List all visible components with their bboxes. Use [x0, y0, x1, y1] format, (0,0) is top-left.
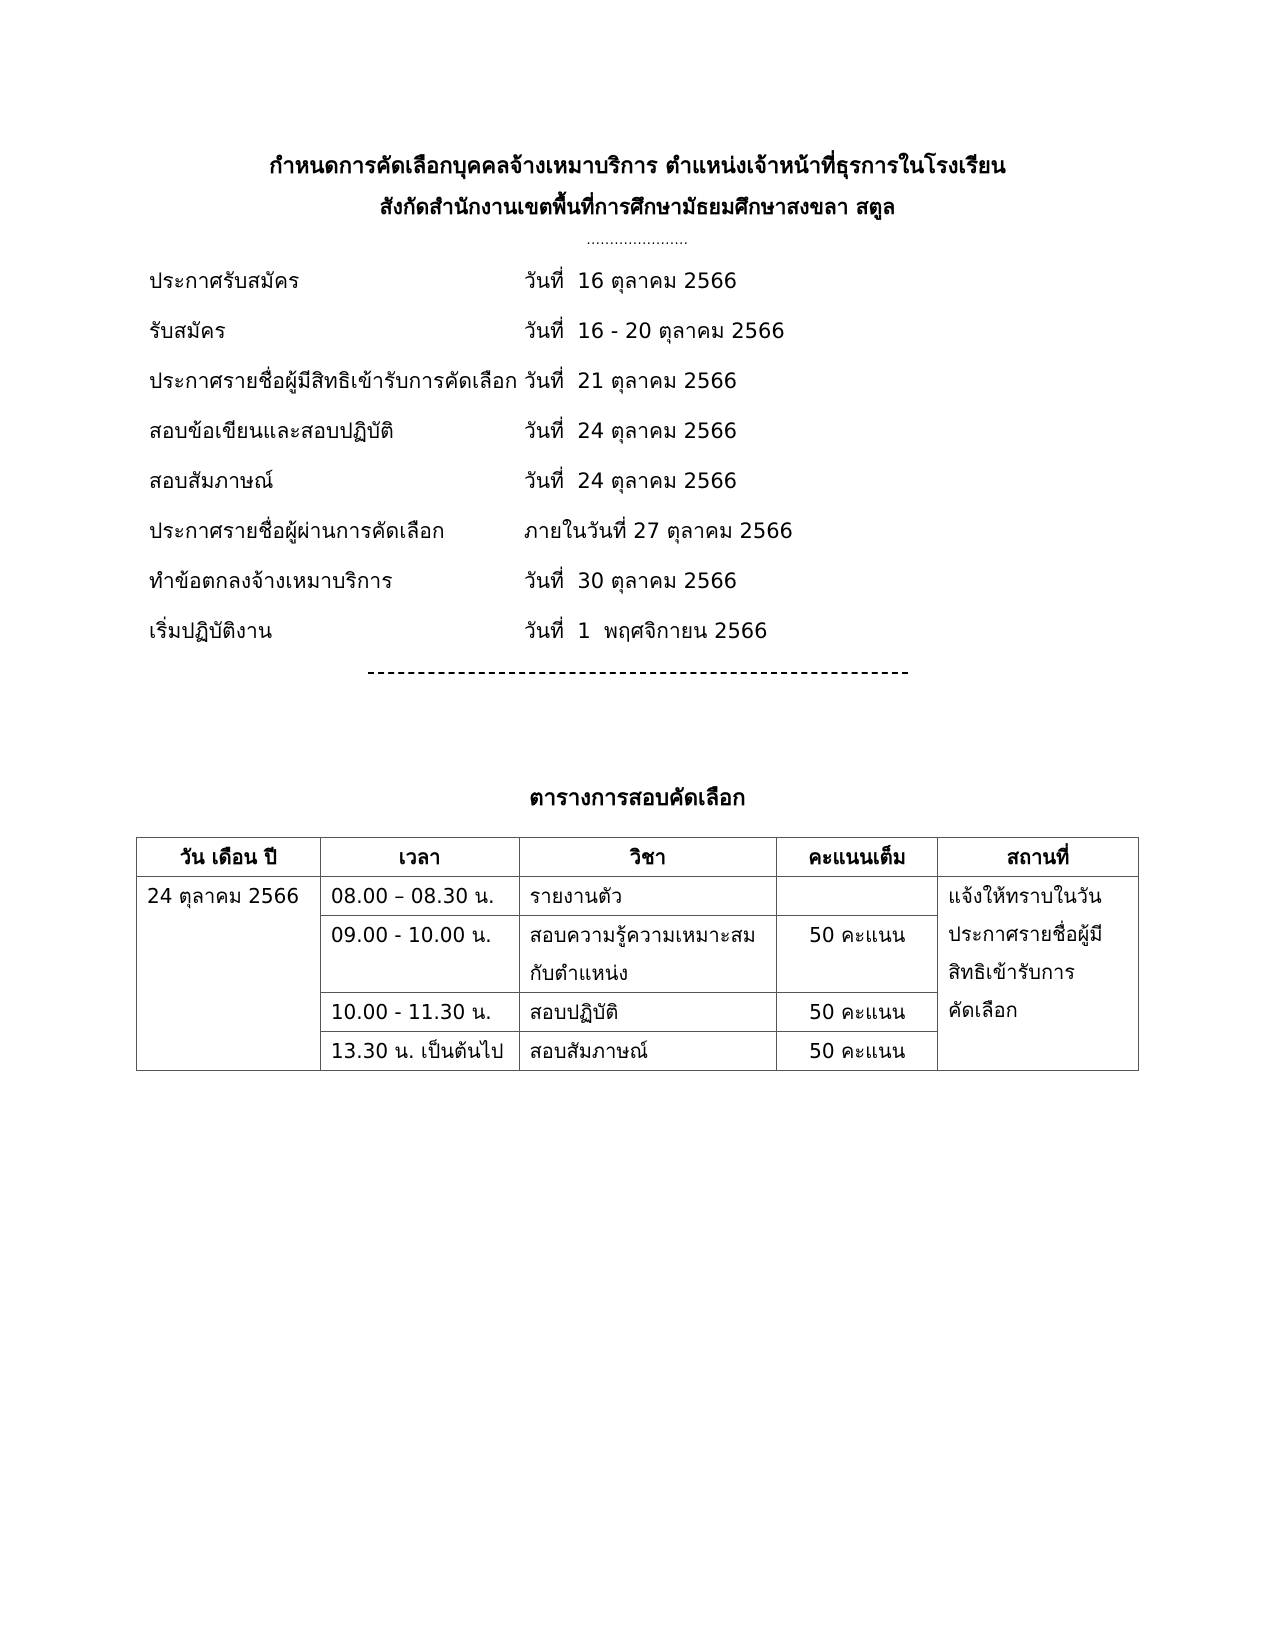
header-place: สถานที่: [938, 838, 1139, 877]
schedule-date: วันที่ 1 พฤศจิกายน 2566: [524, 619, 768, 643]
schedule-label: ประกาศรายชื่อผู้มีสิทธิเข้ารับการคัดเลือก: [149, 369, 518, 393]
schedule-date: วันที่ 24 ตุลาคม 2566: [524, 419, 738, 443]
exam-date-cell: 24 ตุลาคม 2566: [137, 877, 321, 1071]
schedule-item: [149, 362, 1049, 412]
header-date: วัน เดือน ปี: [137, 838, 321, 877]
schedule-label: สอบสัมภาษณ์: [149, 469, 274, 493]
schedule-item: [149, 612, 1049, 662]
schedule-date: วันที่ 16 - 20 ตุลาคม 2566: [524, 319, 785, 343]
table-header-row: [137, 838, 1139, 877]
header-time: เวลา: [320, 838, 519, 877]
exam-schedule-table: [136, 837, 1139, 1071]
schedule-item: [149, 412, 1049, 462]
schedule-date: วันที่ 30 ตุลาคม 2566: [524, 569, 738, 593]
exam-table-title: ตารางการสอบคัดเลือก: [529, 786, 746, 811]
table-row: [137, 877, 1139, 916]
schedule-label: ประกาศรับสมัคร: [149, 269, 300, 293]
schedule-item: [149, 512, 1049, 562]
document-subtitle: สังกัดสำนักงานเขตพื้นที่การศึกษามัธยมศึกษาสงขลา สตูล: [379, 195, 896, 219]
schedule-item: [149, 562, 1049, 612]
score-cell: [777, 877, 938, 916]
score-cell: 50 คะแนน: [777, 993, 938, 1032]
subject-cell: รายงานตัว: [519, 877, 777, 916]
schedule-label: เริ่มปฏิบัติงาน: [149, 619, 273, 643]
schedule-date: วันที่ 24 ตุลาคม 2566: [524, 469, 738, 493]
schedule-label: สอบข้อเขียนและสอบปฏิบัติ: [149, 419, 394, 443]
schedule-label: รับสมัคร: [149, 319, 226, 343]
schedule-date: ภายในวันที่ 27 ตุลาคม 2566: [524, 519, 793, 543]
schedule-item: [149, 312, 1049, 362]
schedule-date: วันที่ 16 ตุลาคม 2566: [524, 269, 738, 293]
subject-cell: สอบความรู้ความเหมาะสม กับตำแหน่ง: [519, 916, 777, 993]
schedule-label: ประกาศรายชื่อผู้ผ่านการคัดเลือก: [149, 519, 445, 543]
header-score: คะแนนเต็ม: [777, 838, 938, 877]
place-cell: แจ้งให้ทราบในวัน ประกาศรายชื่อผู้มี สิทธิเข้ารับการ คัดเลือก: [938, 877, 1139, 1071]
document-title: กำหนดการคัดเลือกบุคคลจ้างเหมาบริการ ตำแหน่งเจ้าหน้าที่ธุรการในโรงเรียน: [269, 154, 1006, 179]
header-subject: วิชา: [519, 838, 777, 877]
score-cell: 50 คะแนน: [777, 1032, 938, 1071]
subject-cell: สอบปฏิบัติ: [519, 993, 777, 1032]
schedule-item: [149, 262, 1049, 312]
dotted-separator: ......................: [586, 233, 689, 248]
time-cell: 10.00 - 11.30 น.: [320, 993, 519, 1032]
subject-cell: สอบสัมภาษณ์: [519, 1032, 777, 1071]
schedule-label: ทำข้อตกลงจ้างเหมาบริการ: [149, 569, 393, 593]
time-cell: 09.00 - 10.00 น.: [320, 916, 519, 993]
dashed-divider: [368, 672, 908, 674]
time-cell: 13.30 น. เป็นต้นไป: [320, 1032, 519, 1071]
schedule-item: [149, 462, 1049, 512]
schedule-date: วันที่ 21 ตุลาคม 2566: [524, 369, 738, 393]
time-cell: 08.00 – 08.30 น.: [320, 877, 519, 916]
score-cell: 50 คะแนน: [777, 916, 938, 993]
schedule-list: [149, 262, 1049, 662]
